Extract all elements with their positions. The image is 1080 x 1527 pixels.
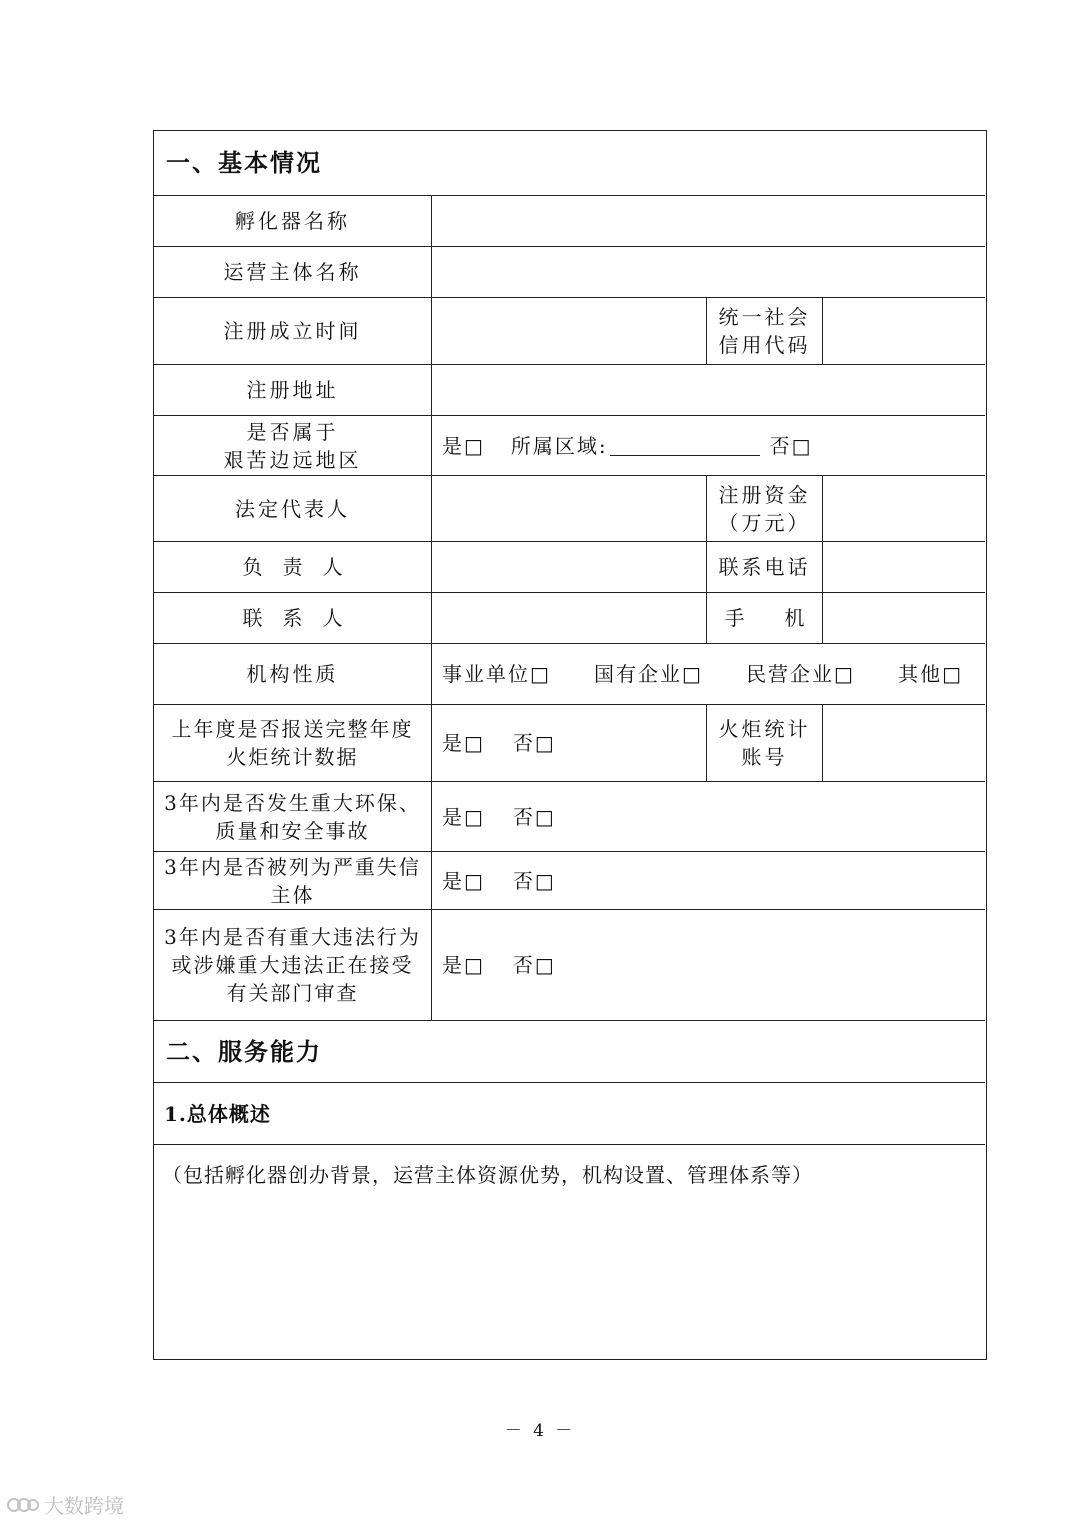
torch-account-label: 火炬统计 账号: [706, 705, 823, 781]
mobile-label: 手 机: [706, 593, 823, 643]
incubator-name-field[interactable]: [432, 196, 985, 246]
contact-person-field[interactable]: [432, 593, 706, 643]
row-torch-statistics: [154, 705, 985, 782]
section-title: 二、服务能力: [166, 1036, 322, 1066]
dishonest-entity-options: [432, 852, 985, 909]
option-state-owned-checkbox[interactable]: 国有企业□: [594, 662, 703, 686]
row-registered-address: [154, 365, 985, 416]
section-header-service-capability: [154, 1021, 985, 1083]
option-private-checkbox[interactable]: 民营企业□: [746, 662, 855, 686]
legal-representative-field[interactable]: [432, 476, 706, 541]
row-contact-person: [154, 593, 985, 644]
watermark: [6, 1490, 124, 1519]
row-dishonest-entity: [154, 852, 985, 910]
illegal-conduct-options: [432, 910, 985, 1020]
application-form-table: [153, 130, 987, 1360]
row-registration-date: [154, 298, 985, 365]
contact-person-label: 联 系 人: [154, 593, 432, 643]
page-number: － 4 －: [504, 1421, 576, 1441]
overview-text-area[interactable]: [154, 1145, 985, 1359]
row-major-accident: [154, 782, 985, 852]
illegal-no-checkbox[interactable]: 否□: [512, 953, 556, 977]
row-overview-title: [154, 1083, 985, 1145]
registration-date-label: 注册成立时间: [154, 298, 432, 364]
remote-area-label: 是否属于 艰苦边远地区: [154, 416, 432, 475]
organization-type-label: 机构性质: [154, 644, 432, 704]
row-incubator-name: [154, 196, 985, 247]
overview-hint: （包括孵化器创办背景，运营主体资源优势，机构设置、管理体系等）: [162, 1163, 813, 1187]
registered-capital-label: 注册资金 （万元）: [706, 476, 823, 541]
dishonest-entity-label: 3年内是否被列为严重失信 主体: [154, 852, 432, 909]
watermark-text: 大数跨境: [44, 1494, 124, 1518]
credit-code-field[interactable]: [823, 298, 985, 364]
accident-no-checkbox[interactable]: 否□: [512, 804, 556, 829]
option-public-institution-checkbox[interactable]: 事业单位□: [442, 662, 551, 686]
illegal-conduct-label: 3年内是否有重大违法行为 或涉嫌重大违法正在接受 有关部门审查: [154, 910, 432, 1020]
person-in-charge-field[interactable]: [432, 542, 706, 592]
dishonest-no-checkbox[interactable]: 否□: [512, 868, 556, 893]
phone-field[interactable]: [823, 542, 985, 592]
section-header-basic-info: [154, 131, 985, 196]
incubator-name-label: 孵化器名称: [154, 196, 432, 246]
mobile-field[interactable]: [823, 593, 985, 643]
registered-capital-field[interactable]: [823, 476, 985, 541]
section-title: 一、基本情况: [166, 148, 322, 177]
person-in-charge-label: 负 责 人: [154, 542, 432, 592]
watermark-logo-icon: [6, 1494, 40, 1516]
row-person-in-charge: [154, 542, 985, 593]
torch-no-checkbox[interactable]: 否□: [512, 731, 556, 755]
legal-representative-label: 法定代表人: [154, 476, 432, 541]
phone-label: 联系电话: [706, 542, 823, 592]
torch-account-field[interactable]: [823, 705, 985, 781]
credit-code-label: 统一社会 信用代码: [706, 298, 823, 364]
accident-yes-checkbox[interactable]: 是□: [442, 804, 485, 829]
option-other-checkbox[interactable]: 其他□: [898, 662, 963, 686]
torch-statistics-options: [432, 705, 706, 781]
row-remote-area: [154, 416, 985, 476]
operator-name-field[interactable]: [432, 247, 985, 297]
remote-area-yes-checkbox[interactable]: 是□: [442, 433, 485, 458]
region-label: 所属区域:: [510, 433, 608, 458]
dishonest-yes-checkbox[interactable]: 是□: [442, 868, 485, 893]
torch-statistics-label: 上年度是否报送完整年度 火炬统计数据: [154, 705, 432, 781]
remote-area-options: [432, 416, 985, 475]
row-illegal-conduct: [154, 910, 985, 1021]
remote-area-no-checkbox[interactable]: 否□: [769, 433, 813, 458]
registered-address-label: 注册地址: [154, 365, 432, 415]
row-organization-type: [154, 644, 985, 705]
major-accident-options: [432, 782, 985, 851]
row-operator-name: [154, 247, 985, 298]
operator-name-label: 运营主体名称: [154, 247, 432, 297]
illegal-yes-checkbox[interactable]: 是□: [442, 953, 485, 977]
major-accident-label: 3年内是否发生重大环保、 质量和安全事故: [154, 782, 432, 851]
organization-type-options: [432, 644, 985, 704]
registered-address-field[interactable]: [432, 365, 985, 415]
region-input-line[interactable]: [610, 435, 760, 456]
torch-yes-checkbox[interactable]: 是□: [442, 731, 485, 755]
registration-date-field[interactable]: [432, 298, 706, 364]
overview-title: 1.总体概述: [164, 1101, 271, 1126]
row-legal-representative: [154, 476, 985, 542]
